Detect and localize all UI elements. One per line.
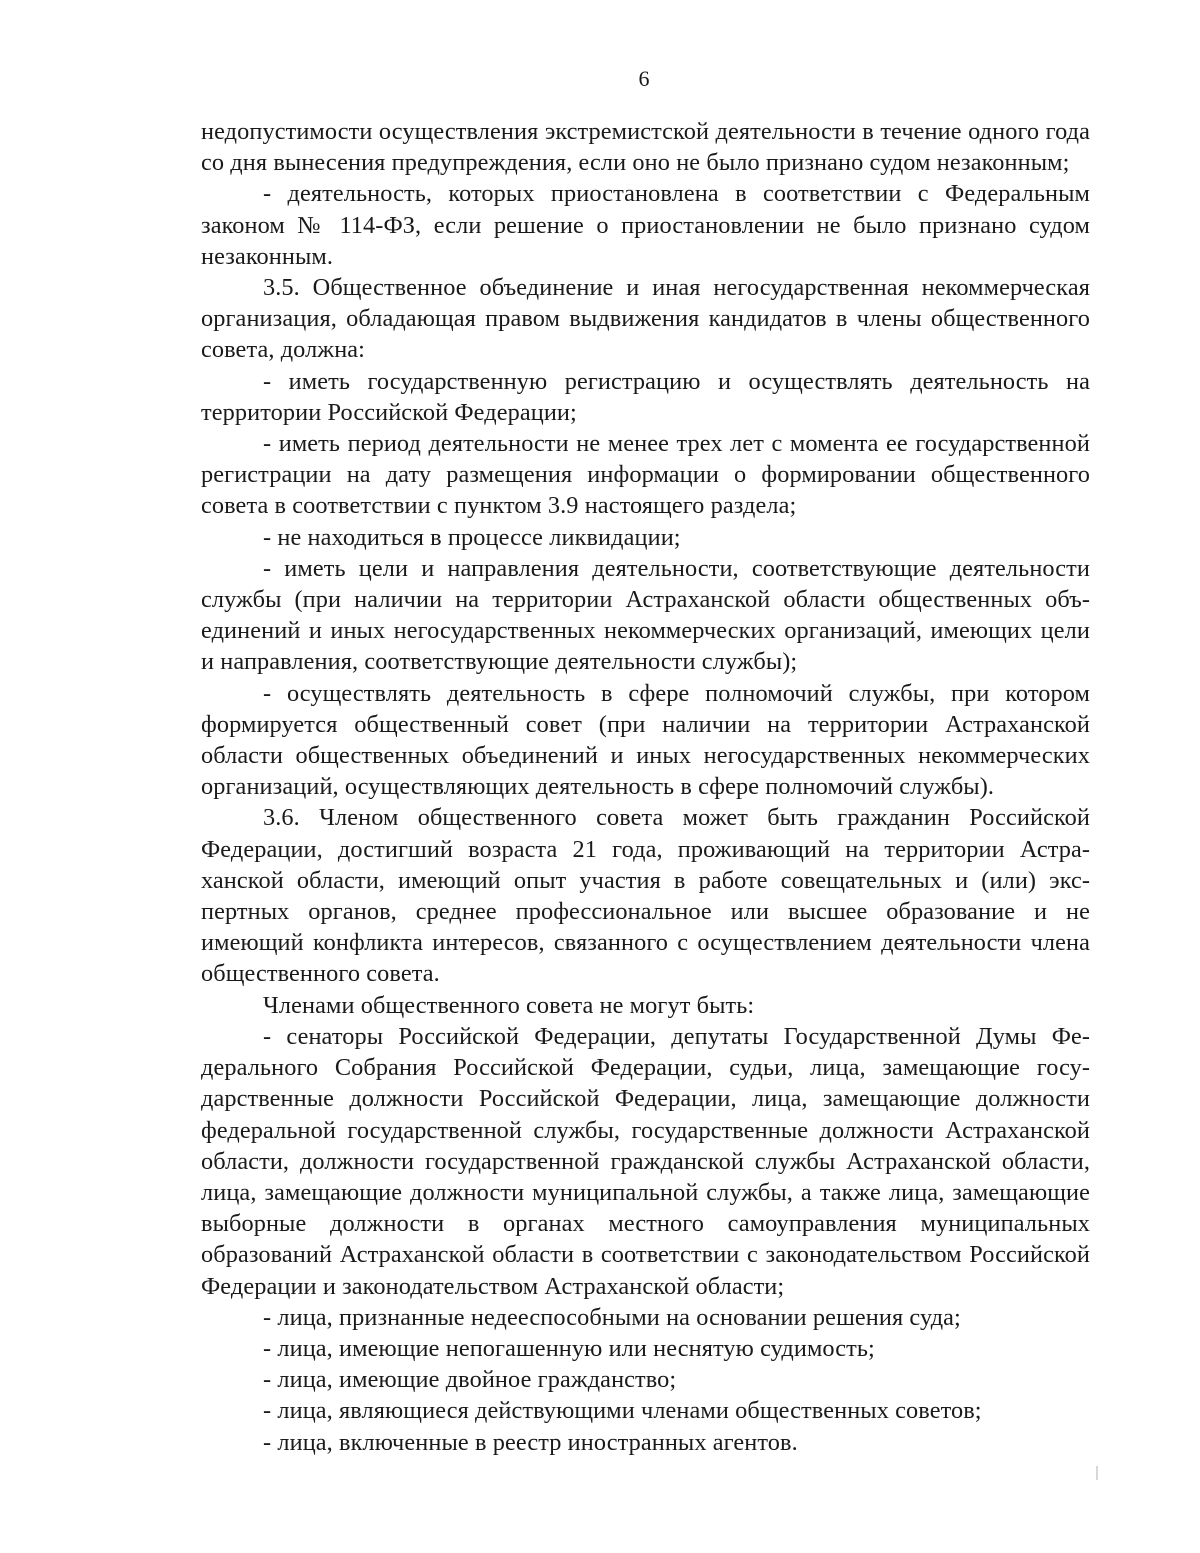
- list-item: - иметь цели и направления деятельности, соответствующие деятельности службы (при наличии на территории Астраханской области общественных объединений и иных негосударственных некоммерческих организаций, имеющих цели и направления, соответствующие деятельности службы);: [201, 554, 1090, 676]
- list-item: - лица, признанные недееспособными на основании решения суда;: [263, 1303, 961, 1331]
- paragraph: Членами общественного совета не могут быть:: [263, 991, 755, 1019]
- list-item: - лица, включенные в реестр иностранных агентов.: [263, 1428, 798, 1456]
- paragraph-section-3-6: 3.6. Членом общественного совета может быть гражданин Российской Федерации, достигший возраста 21 года, проживающий на территории Астраханской области, имеющий опыт участия в работе совещательных и (или) экспертных органов, среднее профессиональное или высшее образование и не имеющий конфликта интересов, связанного с осуществлением деятельности члена общественного совета.: [201, 804, 1090, 988]
- paragraph: - деятельность, которых приостановлена в соответствии с Федеральным законом № 114-ФЗ, если решение о приостановлении не было признано судом незаконным.: [201, 180, 1090, 270]
- list-item: - сенаторы Российской Федерации, депутаты Государственной Думы Федерального Собрания Российской Федерации, судьи, лица, замещающие государственные должности Российской Федерации, лица, замещающие должности федеральной государственной службы, государственные должности Астраханской области, должности государственной гражданской службы Астраханской области, лица, замещающие должности муниципальной службы, а также лица, замещающие выборные должности в органах местного самоуправления муниципальных образований Астраханской области в соответствии с законодательством Российской Федерации и законодательством Астраханской области;: [201, 1022, 1090, 1300]
- paragraph: недопустимости осуществления экстремистской деятельности в течение одного года со дня вынесения предупреждения, если оно не было признано судом незаконным;: [201, 118, 1090, 177]
- document-body: [201, 116, 1090, 1458]
- list-item: - иметь период деятельности не менее трех лет с момента ее государственной регистрации на дату размещения информации о формировании общественного совета в соответствии с пунктом 3.9 настоящего раздела;: [201, 430, 1090, 520]
- scan-artifact: [1096, 1466, 1098, 1480]
- list-item: - осуществлять деятельность в сфере полномочий службы, при котором формируется общественный совет (при наличии на территории Астраханской области общественных объединений и иных негосударственных некоммерческих организаций, осуществляющих деятельность в сфере полномочий службы).: [201, 679, 1090, 801]
- paragraph-section-3-5: 3.5. Общественное объединение и иная негосударственная некоммерческая организация, обладающая правом выдвижения кандидатов в члены общественного совета, должна:: [201, 274, 1090, 364]
- list-item: - иметь государственную регистрацию и осуществлять деятельность на территории Российской Федерации;: [201, 367, 1090, 426]
- list-item: - лица, являющиеся действующими членами общественных советов;: [263, 1397, 982, 1425]
- list-item: - лица, имеющие непогашенную или неснятую судимость;: [263, 1334, 875, 1362]
- page-number: 6: [638, 66, 650, 91]
- list-item: - лица, имеющие двойное гражданство;: [263, 1366, 677, 1394]
- list-item: - не находиться в процессе ликвидации;: [263, 523, 681, 551]
